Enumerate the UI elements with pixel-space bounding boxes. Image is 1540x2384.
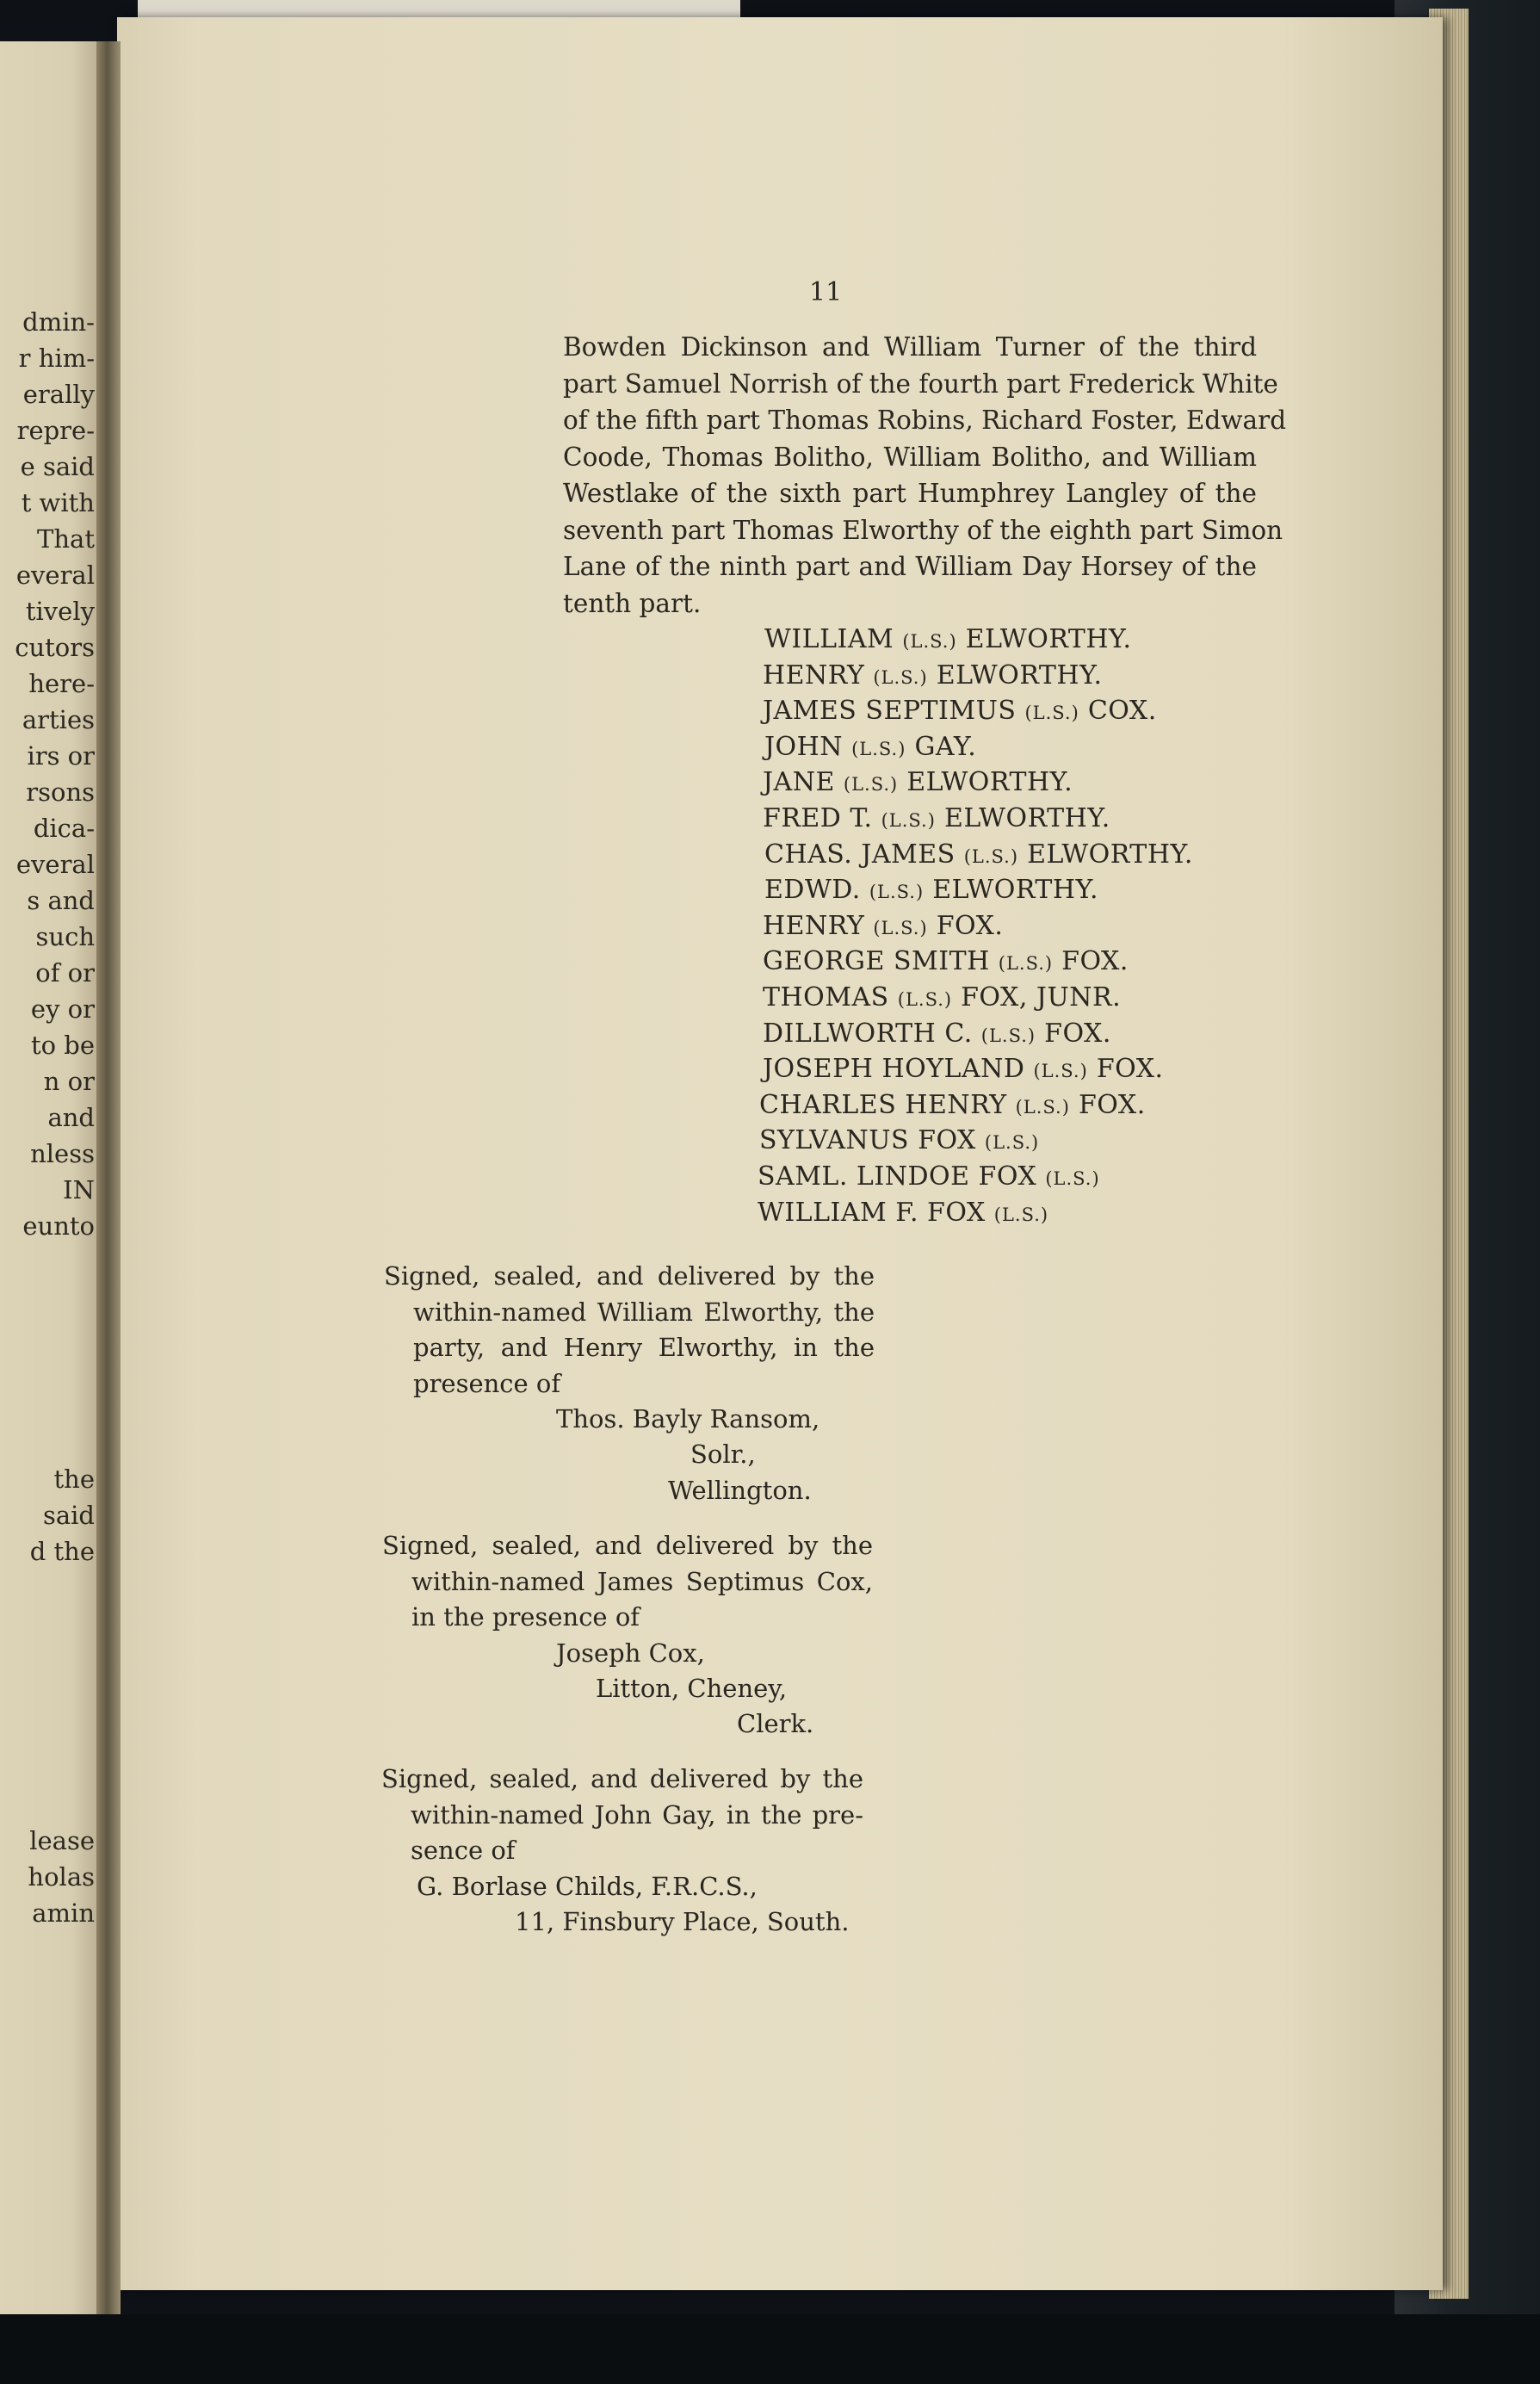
left-page-fragment: everal bbox=[15, 560, 95, 590]
book-gutter bbox=[96, 41, 121, 2314]
left-page-fragment: s and bbox=[27, 886, 95, 915]
signatory-name: SYLVANUS FOX bbox=[759, 1125, 985, 1156]
witness-line: sence of bbox=[411, 1836, 516, 1865]
left-page-fragment: eunto bbox=[22, 1211, 95, 1241]
signatory-name: JANE bbox=[763, 767, 844, 798]
left-page-fragment: rsons bbox=[26, 777, 95, 807]
paragraph-line: tenth part. bbox=[563, 588, 702, 618]
left-page-fragment: e said bbox=[20, 452, 95, 481]
left-page-fragment: n or bbox=[43, 1067, 95, 1096]
signatory-surname: ELWORTHY. bbox=[924, 875, 1099, 906]
signature-line bbox=[763, 1016, 1111, 1054]
signature-line bbox=[759, 1123, 1039, 1161]
signature-line bbox=[763, 693, 1157, 731]
left-page-fragment: cutors bbox=[15, 633, 95, 662]
paragraph-line: Westlake of the sixth part Humphrey Langley of the bbox=[563, 479, 1257, 508]
witness-name: Thos. Bayly Ransom, bbox=[556, 1404, 820, 1433]
signatory-surname: FOX. bbox=[1069, 1089, 1146, 1120]
seal-mark: (L.S.) bbox=[1033, 1061, 1088, 1082]
signatory-surname: FOX. bbox=[927, 910, 1004, 941]
left-page-fragment: IN bbox=[63, 1175, 95, 1204]
witness-line: Signed, sealed, and delivered by the bbox=[381, 1764, 863, 1793]
witness-line: Signed, sealed, and delivered by the bbox=[382, 1531, 873, 1560]
paragraph-line: part Samuel Norrish of the fourth part Frederick White bbox=[563, 368, 1278, 399]
signatory-surname: ELWORTHY. bbox=[927, 659, 1103, 690]
seal-mark: (L.S.) bbox=[1015, 1096, 1070, 1118]
signatory-name: WILLIAM bbox=[764, 624, 903, 654]
signatory-name: THOMAS bbox=[763, 982, 898, 1012]
left-page-fragment: the bbox=[53, 1464, 95, 1494]
signature-line bbox=[759, 1087, 1146, 1125]
seal-mark: (L.S.) bbox=[984, 1132, 1040, 1154]
signatory-surname: FOX, JUNR. bbox=[952, 982, 1122, 1012]
left-page-fragment: irs or bbox=[27, 741, 95, 771]
witness-line: party, and Henry Elworthy, in the bbox=[413, 1333, 875, 1362]
witness-line: presence of bbox=[413, 1368, 561, 1398]
signature-line bbox=[763, 980, 1121, 1018]
left-page-fragment: lease bbox=[29, 1826, 95, 1855]
signatory-surname: COX. bbox=[1079, 696, 1157, 727]
paragraph-line: seventh part Thomas Elworthy of the eighth part Simon bbox=[563, 515, 1283, 545]
witness-line: Signed, sealed, and delivered by the bbox=[384, 1261, 875, 1291]
signatory-name: CHARLES HENRY bbox=[759, 1089, 1016, 1120]
signatory-surname: ELWORTHY. bbox=[1018, 839, 1193, 870]
signatory-surname: ELWORTHY. bbox=[935, 803, 1110, 833]
signature-line bbox=[763, 908, 1003, 946]
witness-place: Litton, Cheney, bbox=[596, 1674, 788, 1703]
left-page-fragment: tively bbox=[25, 597, 95, 626]
left-page-fragment: to be bbox=[30, 1031, 95, 1060]
left-page-fragment: arties bbox=[22, 705, 95, 734]
witness-block-1 bbox=[384, 1259, 875, 1402]
signature-line bbox=[763, 1051, 1164, 1089]
witness-line: within-named William Elworthy, the bbox=[413, 1297, 875, 1327]
witness-block-2 bbox=[382, 1528, 873, 1636]
left-page-fragment: here- bbox=[28, 669, 95, 698]
signatory-surname: ELWORTHY. bbox=[956, 624, 1132, 654]
seal-mark: (L.S.) bbox=[980, 1025, 1036, 1046]
signatory-name: JAMES SEPTIMUS bbox=[763, 696, 1025, 727]
bottom-shadow bbox=[0, 2314, 1540, 2384]
signatory-name: JOSEPH HOYLAND bbox=[763, 1054, 1034, 1085]
left-page-fragment: That bbox=[37, 524, 95, 554]
signature-line bbox=[764, 837, 1193, 875]
signatory-surname: FOX. bbox=[1036, 1018, 1111, 1049]
left-page-fragment: t with bbox=[21, 488, 95, 517]
seal-mark: (L.S.) bbox=[1024, 703, 1079, 724]
left-page-fragment: holas bbox=[28, 1862, 95, 1892]
left-page-fragment: nless bbox=[30, 1139, 95, 1168]
signature-line bbox=[763, 658, 1103, 696]
signature-line bbox=[763, 801, 1110, 839]
left-page-fragment: amin bbox=[32, 1898, 95, 1928]
seal-mark: (L.S.) bbox=[1045, 1168, 1100, 1189]
deed-paragraph bbox=[563, 329, 1287, 622]
seal-mark: (L.S.) bbox=[851, 738, 906, 759]
witness-name: Joseph Cox, bbox=[556, 1638, 705, 1668]
witness-place: Wellington. bbox=[668, 1476, 812, 1505]
page-number: 11 bbox=[809, 277, 843, 307]
signatory-name: DILLWORTH C. bbox=[763, 1018, 981, 1049]
signatory-name: WILLIAM F. FOX bbox=[758, 1197, 994, 1228]
seal-mark: (L.S.) bbox=[897, 989, 953, 1010]
witness-block-3 bbox=[381, 1762, 863, 1869]
signatory-name: CHAS. JAMES bbox=[764, 839, 964, 870]
signature-line bbox=[764, 872, 1098, 910]
signature-line bbox=[758, 1159, 1100, 1197]
seal-mark: (L.S.) bbox=[963, 845, 1019, 867]
left-page-fragment: such bbox=[35, 922, 95, 951]
signatory-surname: FOX. bbox=[1053, 946, 1129, 977]
signatory-surname: ELWORTHY. bbox=[898, 767, 1073, 798]
witness-title: Clerk. bbox=[737, 1709, 814, 1738]
left-page-fragment: said bbox=[42, 1501, 95, 1530]
left-page-fragment: ey or bbox=[30, 994, 95, 1024]
seal-mark: (L.S.) bbox=[902, 631, 957, 652]
left-page-fragment: and bbox=[47, 1103, 95, 1132]
left-page-fragment: r him- bbox=[18, 344, 95, 373]
signatory-name: SAML. LINDOE FOX bbox=[758, 1161, 1046, 1192]
witness-line: within-named John Gay, in the pre- bbox=[411, 1799, 863, 1830]
signatory-name: GEORGE SMITH bbox=[763, 946, 999, 977]
paragraph-line: Coode, Thomas Bolitho, William Bolitho, and William bbox=[563, 442, 1257, 472]
left-page-fragment: everal bbox=[15, 850, 95, 879]
left-page-fragment: of or bbox=[35, 958, 95, 988]
signatory-name: FRED T. bbox=[763, 803, 881, 833]
left-page bbox=[0, 41, 102, 2314]
left-page-fragment: dmin- bbox=[22, 307, 95, 337]
signature-line bbox=[764, 622, 1132, 659]
left-page-fragment: repre- bbox=[16, 416, 95, 445]
seal-mark: (L.S.) bbox=[993, 1204, 1049, 1225]
witness-title: Solr., bbox=[690, 1440, 756, 1469]
paragraph-line: Lane of the ninth part and William Day Horsey of the bbox=[563, 552, 1257, 581]
left-page-fragment: dica- bbox=[33, 814, 95, 843]
signatory-name: HENRY bbox=[763, 659, 874, 690]
seal-mark: (L.S.) bbox=[998, 953, 1054, 975]
signatory-name: JOHN bbox=[764, 731, 852, 762]
seal-mark: (L.S.) bbox=[873, 917, 928, 938]
witness-line: within-named James Septimus Cox, bbox=[411, 1566, 873, 1596]
signature-line bbox=[763, 944, 1129, 981]
signatory-name: HENRY bbox=[763, 910, 874, 941]
signatory-name: EDWD. bbox=[764, 875, 869, 906]
seal-mark: (L.S.) bbox=[873, 666, 928, 688]
left-page-fragment: d the bbox=[29, 1537, 95, 1566]
seal-mark: (L.S.) bbox=[869, 882, 925, 903]
witness-address: 11, Finsbury Place, South. bbox=[515, 1907, 850, 1936]
signature-line bbox=[764, 729, 976, 767]
witness-line: in the presence of bbox=[411, 1602, 640, 1632]
paragraph-line: of the fifth part Thomas Robins, Richard Foster, Edward bbox=[563, 406, 1287, 435]
witness-name: G. Borlase Childs, F.R.C.S., bbox=[417, 1872, 758, 1901]
signatory-surname: GAY. bbox=[906, 731, 977, 762]
signature-line bbox=[758, 1195, 1048, 1233]
signature-line bbox=[763, 765, 1073, 802]
seal-mark: (L.S.) bbox=[843, 774, 899, 796]
signatory-surname: FOX. bbox=[1087, 1054, 1164, 1085]
paragraph-line: Bowden Dickinson and William Turner of the third bbox=[563, 332, 1257, 362]
left-page-fragment: erally bbox=[22, 380, 95, 409]
seal-mark: (L.S.) bbox=[881, 810, 936, 831]
